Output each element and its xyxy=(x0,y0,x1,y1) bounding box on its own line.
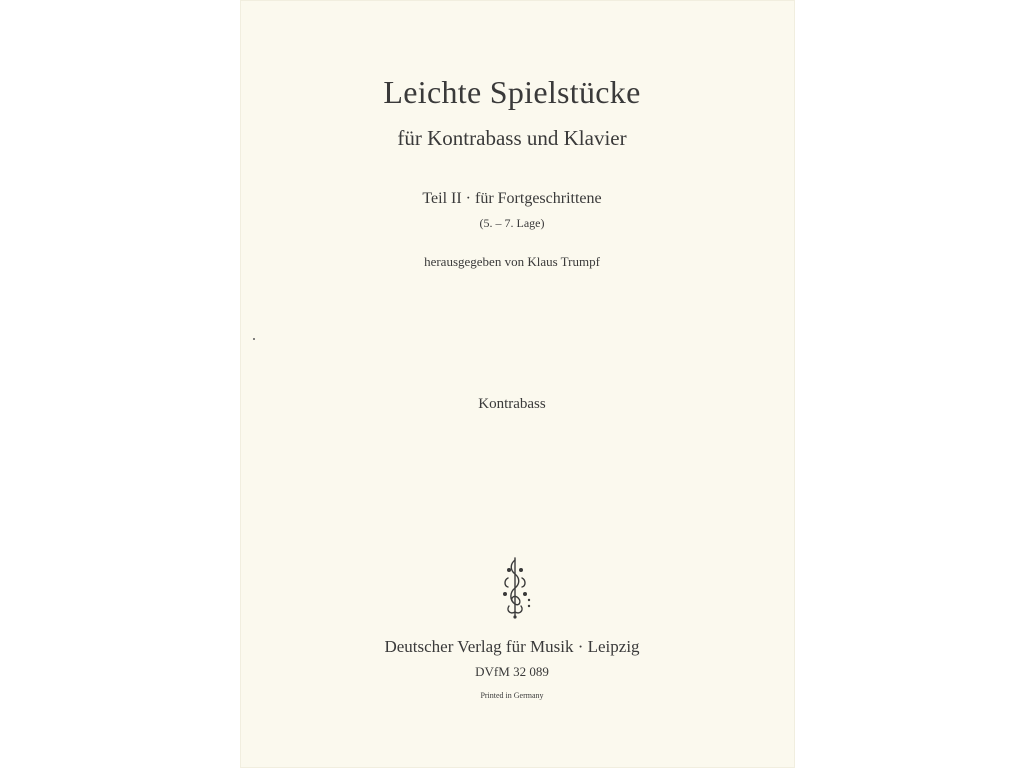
positions-label: (5. – 7. Lage) xyxy=(479,216,545,230)
catalog-number: DVfM 32 089 xyxy=(475,664,549,679)
page-subtitle: für Kontrabass und Klavier xyxy=(397,126,627,150)
editor-credit: herausgegeben von Klaus Trumpf xyxy=(424,254,600,269)
paper-speck xyxy=(253,338,255,340)
printed-note: Printed in Germany xyxy=(480,691,544,700)
instrument-label: Kontrabass xyxy=(478,396,546,412)
page-title: Leichte Spielstücke xyxy=(383,74,641,110)
publisher-name: Deutscher Verlag für Musik · Leipzig xyxy=(384,637,640,656)
part-label: Teil II · für Fortgeschrittene xyxy=(422,190,602,207)
publisher-emblem-icon xyxy=(496,556,534,620)
